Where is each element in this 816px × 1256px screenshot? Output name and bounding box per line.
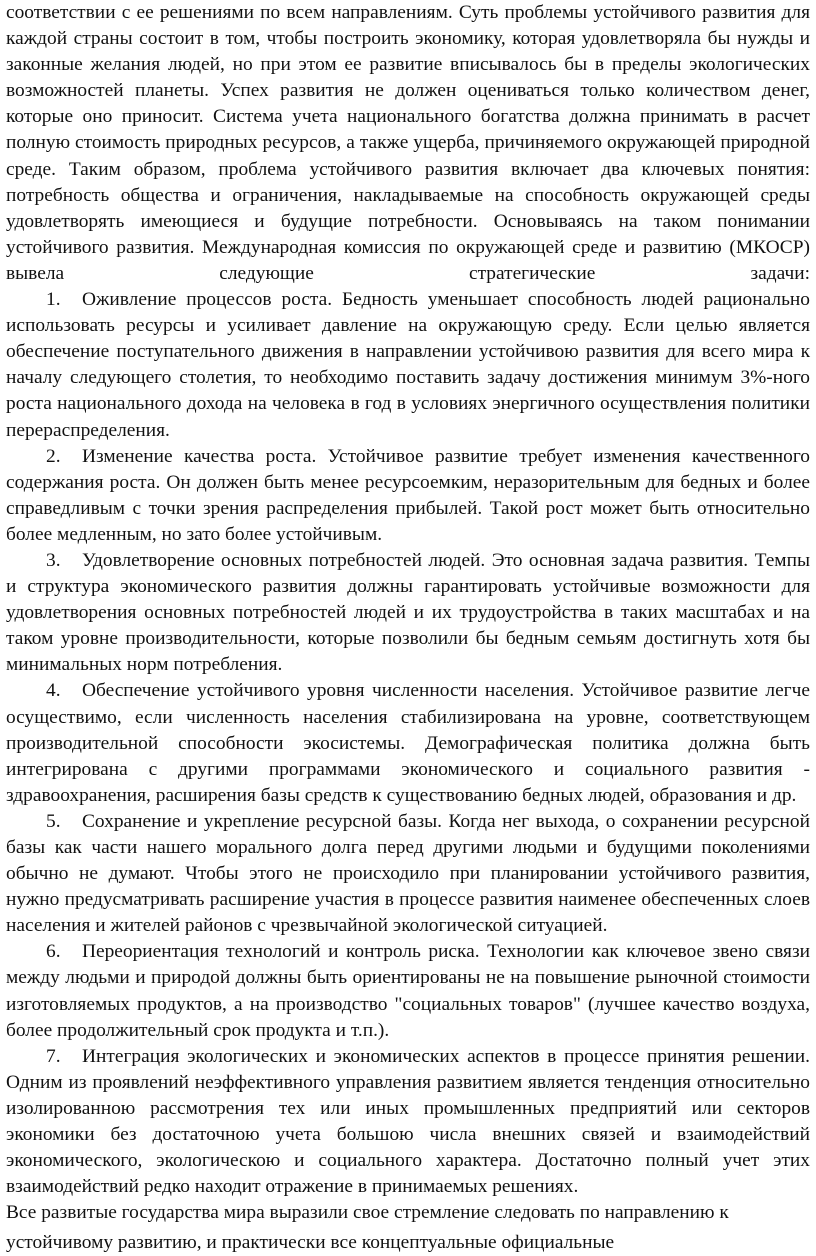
list-item-number: 6. — [46, 941, 61, 963]
list-item-text: Обеспечение устойчивого уровня численности населения. Устойчивое развитие легче осуществимо, если численность населения стабилизирована на уровне, соответствующем производительной способности экосистемы. Демографическая политика должна быть интегрирована с другими программами экономического и социального развития - здравоохранения, расширения базы средств к существованию бедных людей, образования и др. — [6, 680, 810, 806]
list-item — [6, 939, 810, 1043]
list-item — [6, 1044, 810, 1201]
list-item-number: 5. — [46, 810, 61, 832]
intro-paragraph: соответствии с ее решениями по всем направлениям. Суть проблемы устойчивого развития для каждой страны состоит в том, чтобы построить экономику, которая удовлетворяла бы нужды и законные желания людей, но при этом ее развитие вписывалось бы в пределы экологических возможностей планеты. Успех развития не должен оцениваться только количеством денег, которые оно приносит. Система учета национального богатства должна принимать в расчет полную стоимость природных ресурсов, а также ущерба, причиняемого окружающей природной среде. Таким образом, проблема устойчивого развития включает два ключевых понятия: потребность общества и ограничения, накладываемые на способность окружающей среды удовлетворять имеющиеся и будущие потребности. Основываясь на таком понимании устойчивого развития. Международная комиссия по окружающей среде и развитию (МКОСР) вывела следующие стратегические задачи: — [6, 2, 810, 284]
closing-line: устойчивому развитию, и практически все концептуальные официальные — [6, 1232, 615, 1254]
list-item-text: Удовлетворение основных потребностей людей. Это основная задача развития. Темпы и структура экономического развития должны гарантировать устойчивые возможности для удовлетворения основных потребностей людей и их трудоустройства в таких масштабах и на таком уровне производительности, которые позволили бы бедным семьям достигнуть хотя бы минимальных норм потребления. — [6, 549, 810, 676]
list-item-text: Интеграция экологических и экономических аспектов в процессе принятия решении. Одним из проявлений неэффективного управления развитием является тенденция относительно изолированною рассмотрения тех или иных промышленных предприятий или секторов экономики без достаточною учета большою числа внешних связей и взаимодействий экономического, экологическою и социального характера. Достаточно полный учет этих взаимодействий редко находит отражение в принимаемых решениях. — [6, 1045, 810, 1198]
list-item — [6, 287, 810, 444]
list-item-number: 2. — [46, 445, 61, 467]
list-item-number: 7. — [46, 1045, 61, 1067]
list-item-number: 3. — [46, 549, 61, 571]
closing-line: Все развитые государства мира выразили свое стремление следовать по направлению к — [6, 1202, 729, 1224]
list-item — [6, 444, 810, 548]
strategic-tasks-list — [6, 287, 810, 1200]
list-item — [6, 678, 810, 808]
list-item — [6, 809, 810, 939]
list-item — [6, 548, 810, 678]
list-item-text: Оживление процессов роста. Бедность уменьшает способность людей рационально использовать ресурсы и усиливает давление на окружающую среду. Если целью является обеспечение поступательного движения в направлении устойчивою развития для всего мира к началу следующего столетия, то необходимо поставить задачу достижения минимум 3%-ного роста национального дохода на человека в год в условиях энергичного осуществления политики перераспределения. — [6, 289, 810, 441]
list-item-text: Изменение качества роста. Устойчивое развитие требует изменения качественного содержания роста. Он должен быть менее ресурсоемким, неразорительным для бедных и более справедливым с точки зрения распределения прибылей. Такой рост может быть относительно более медленным, но зато более устойчивым. — [6, 445, 810, 545]
list-item-number: 4. — [46, 680, 61, 702]
list-item-number: 1. — [46, 289, 61, 311]
list-item-text: Сохранение и укрепление ресурсной базы. Когда нег выхода, о сохранении ресурсной базы как части нашего морального долга перед другими людьми и будущими поколениями обычно не думают. Чтобы этого не происходило при планировании устойчивого развития, нужно предусматривать расширение участия в процессе развития наименее обеспеченных слоев населения и жителей районов с чрезвычайной экологической ситуацией. — [6, 810, 810, 937]
list-item-text: Переориентация технологий и контроль риска. Технологии как ключевое звено связи между людьми и природой должны быть ориентированы не на повышение рыночной стоимости изготовляемых продуктов, а на производство "социальных товаров" (лучшее качество воздуха, более продолжительный срок продукта и т.п.). — [6, 941, 810, 1041]
